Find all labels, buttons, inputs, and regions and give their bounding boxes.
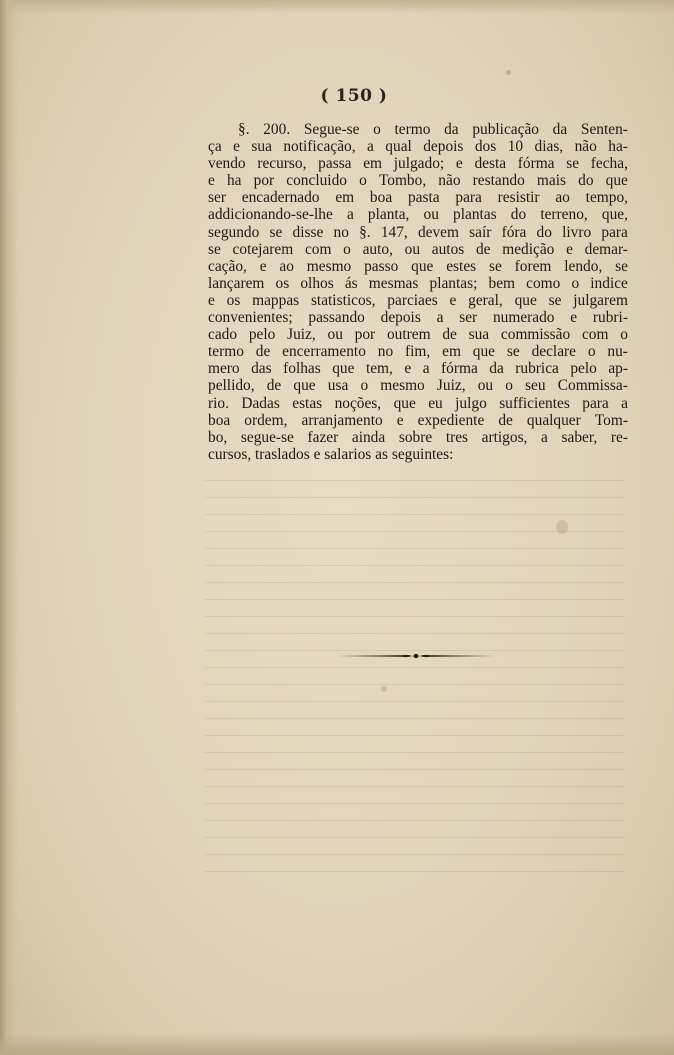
- word: que: [393, 394, 416, 412]
- word: se: [208, 240, 221, 258]
- word: §.: [359, 223, 371, 241]
- word: rio.: [208, 394, 229, 412]
- word: ou: [477, 377, 494, 395]
- word: cotejarem: [232, 240, 294, 258]
- word: 147,: [380, 223, 408, 241]
- word: e: [449, 291, 457, 309]
- word: segundo: [208, 223, 260, 241]
- word: commissão: [500, 326, 571, 344]
- text-line: [208, 206, 628, 223]
- word: convenientes;: [208, 309, 293, 327]
- word: pellido,: [208, 377, 255, 395]
- word: cação,: [208, 257, 247, 275]
- word: notificação,: [283, 138, 356, 156]
- word: qualquer: [526, 411, 581, 429]
- word: a: [422, 360, 430, 378]
- text-line: [208, 446, 628, 463]
- word: o: [359, 172, 367, 190]
- word: ainda: [351, 428, 386, 446]
- text-line: [208, 292, 628, 309]
- word: folhas: [283, 360, 321, 378]
- word: qual: [385, 138, 412, 156]
- word: Senten-: [580, 121, 628, 138]
- word: em: [335, 189, 355, 207]
- word: não: [574, 138, 597, 156]
- word: plantas;: [429, 274, 478, 292]
- word: fazer: [307, 428, 339, 446]
- word: disse: [292, 223, 324, 241]
- word: em: [442, 343, 461, 361]
- word: se: [548, 291, 562, 309]
- word: olhos: [300, 274, 334, 292]
- word: lançarem: [208, 274, 265, 292]
- word: o: [620, 326, 628, 344]
- word: de: [442, 326, 457, 344]
- word: desta: [474, 155, 507, 173]
- word: noções,: [334, 394, 382, 412]
- word: e: [208, 172, 215, 190]
- word: como: [526, 274, 561, 292]
- word: de: [475, 240, 491, 258]
- word: o: [587, 343, 596, 361]
- word: não: [438, 172, 461, 190]
- word: por: [253, 172, 275, 190]
- word: ao: [279, 257, 294, 275]
- word: planta,: [367, 206, 410, 224]
- foxing-spot: [506, 70, 511, 75]
- text-line: [208, 360, 628, 377]
- word: ordem,: [244, 411, 288, 429]
- word: dias,: [534, 138, 564, 156]
- word: a: [346, 206, 354, 224]
- word: livro: [562, 223, 592, 241]
- word: que,: [601, 206, 628, 224]
- word: a: [621, 394, 628, 412]
- page-gutter-shadow: [0, 0, 18, 1055]
- word: fórma: [441, 360, 478, 378]
- word: do: [578, 172, 594, 190]
- word: julgo: [455, 394, 487, 412]
- word: ap-: [608, 360, 628, 378]
- word: ser: [208, 189, 226, 207]
- word: passando: [308, 309, 365, 327]
- word: estas: [292, 394, 323, 412]
- word: ou: [404, 240, 421, 258]
- word: os: [275, 274, 290, 292]
- word: resistir: [497, 189, 540, 207]
- word: geral,: [468, 291, 503, 309]
- word: Tombo,: [378, 172, 427, 190]
- word: fim,: [405, 343, 431, 361]
- word: sobre: [398, 428, 433, 446]
- word: statisticos,: [310, 291, 376, 309]
- word: de: [266, 377, 282, 395]
- word: ha-: [608, 138, 628, 156]
- word: mais: [536, 172, 566, 190]
- word: pasta: [407, 189, 440, 207]
- word: devem: [417, 223, 459, 241]
- word: mesmas: [368, 274, 419, 292]
- word: e: [570, 309, 578, 327]
- word: fórma: [517, 155, 555, 173]
- word: da: [552, 121, 568, 138]
- word: cado: [208, 326, 238, 344]
- word: boa: [208, 411, 231, 429]
- word: parciaes: [387, 291, 438, 309]
- word: com: [304, 240, 332, 258]
- text-line: [208, 429, 628, 446]
- text-line: [208, 189, 628, 206]
- word: seu: [525, 377, 546, 395]
- word: saber,: [561, 428, 598, 446]
- word: lendo,: [564, 257, 603, 275]
- word: no: [333, 223, 349, 241]
- word: da: [444, 121, 459, 138]
- word: nu-: [607, 343, 628, 361]
- word: sua: [468, 326, 490, 344]
- word: outrem: [386, 326, 431, 344]
- word: eu: [428, 394, 443, 412]
- word: declare: [531, 343, 576, 361]
- text-line: [208, 395, 628, 412]
- word: o: [343, 240, 351, 258]
- word: sufficientes: [499, 394, 570, 412]
- word: o: [373, 121, 381, 138]
- word: do: [510, 206, 527, 224]
- word: mero: [208, 360, 240, 378]
- word: boa: [369, 189, 393, 207]
- word: recurso,: [257, 155, 307, 173]
- word: e: [259, 257, 267, 275]
- word: publicação: [472, 121, 539, 138]
- word: 10: [507, 138, 524, 156]
- word: forem: [514, 257, 552, 275]
- word: se: [269, 223, 283, 241]
- word: autos: [431, 240, 465, 258]
- word: no: [377, 343, 394, 361]
- word: e: [404, 360, 412, 378]
- word: em: [363, 155, 383, 173]
- word: mesmo: [306, 257, 352, 275]
- word: Juiz,: [287, 326, 316, 344]
- folio-text: ( 150 ): [320, 86, 388, 106]
- text-line: [208, 224, 628, 241]
- text-line: [208, 241, 628, 258]
- word: depois: [380, 309, 421, 327]
- word: artigos,: [481, 428, 528, 446]
- word: segue-se: [240, 428, 294, 446]
- word: e: [208, 291, 215, 309]
- word: numerado: [492, 309, 555, 327]
- word: cursos,: [208, 445, 256, 463]
- word: para: [582, 394, 609, 412]
- word: ao: [555, 189, 570, 207]
- word: saír: [469, 223, 492, 241]
- word: termo: [208, 343, 244, 361]
- word: ça: [208, 138, 222, 156]
- word: se: [488, 257, 502, 275]
- word: tres: [445, 428, 469, 446]
- word: os: [226, 291, 241, 309]
- word: se: [506, 343, 520, 361]
- word: restando: [472, 172, 525, 190]
- word: mesmo: [380, 377, 425, 395]
- word: Segue-se: [303, 121, 360, 138]
- word: e: [455, 155, 463, 173]
- page-number: [0, 86, 674, 106]
- word: que: [514, 291, 537, 309]
- word: para: [601, 223, 628, 241]
- word: mappas: [252, 291, 300, 309]
- word: das: [251, 360, 272, 378]
- word: re-: [610, 428, 628, 446]
- text-line: [208, 326, 628, 343]
- word: ás: [344, 274, 358, 292]
- word: Dadas: [241, 394, 280, 412]
- word: indice: [590, 274, 628, 292]
- word: plantas: [453, 206, 497, 224]
- word: e: [313, 445, 325, 463]
- word: bem: [488, 274, 515, 292]
- word: a: [541, 428, 548, 446]
- word: passa: [318, 155, 352, 173]
- word: rubrica: [515, 360, 559, 378]
- paragraph-200: [208, 121, 628, 463]
- text-line: [208, 412, 628, 429]
- word: traslados: [255, 445, 314, 463]
- word: fecha,: [590, 155, 628, 173]
- word: as: [375, 445, 392, 463]
- word: depois: [423, 138, 464, 156]
- text-line: [208, 121, 628, 138]
- word: pelo: [248, 326, 276, 344]
- word: e: [566, 240, 573, 258]
- word: encerramento: [282, 343, 366, 361]
- word: expediente: [417, 411, 485, 429]
- word: o: [360, 377, 369, 395]
- text-line: [208, 275, 628, 292]
- word: auto,: [362, 240, 393, 258]
- word: da: [489, 360, 504, 378]
- word: de: [498, 411, 513, 429]
- word: e: [233, 138, 240, 156]
- text-line: [208, 343, 628, 360]
- word: julgarem: [573, 291, 628, 309]
- word: ou: [327, 326, 343, 344]
- word: com: [581, 326, 609, 344]
- word: usa: [327, 377, 349, 395]
- word: de: [255, 343, 271, 361]
- text-line: [208, 377, 628, 394]
- text-line: [208, 172, 628, 189]
- word: pelo: [570, 360, 597, 378]
- word: Juiz,: [436, 377, 466, 395]
- word: encadernado: [241, 189, 320, 207]
- word: arranjamento: [301, 411, 383, 429]
- word: dos: [474, 138, 497, 156]
- word: passo: [364, 257, 399, 275]
- word: vendo: [208, 155, 246, 173]
- text-line: [208, 138, 628, 155]
- word: Tom-: [594, 411, 628, 429]
- word: que: [332, 360, 355, 378]
- word: termo: [394, 121, 431, 138]
- word: estes: [446, 257, 477, 275]
- word: salarios: [324, 445, 376, 463]
- text-line: [208, 309, 628, 326]
- word: que: [411, 257, 434, 275]
- word: terreno,: [540, 206, 588, 224]
- word: o: [505, 377, 513, 395]
- show-through-text: [205, 480, 625, 880]
- word: §.: [238, 121, 250, 138]
- word: o: [571, 274, 580, 292]
- word: tem,: [365, 360, 393, 378]
- word: julgado;: [393, 155, 445, 173]
- word: 200.: [263, 121, 291, 138]
- text-line: [208, 258, 628, 275]
- word: tempo,: [585, 189, 628, 207]
- word: demar-: [584, 240, 628, 258]
- word: a: [436, 309, 444, 327]
- word: fóra: [501, 223, 527, 241]
- word: a: [367, 138, 374, 156]
- word: rubri-: [592, 309, 628, 327]
- word: ser: [459, 309, 478, 327]
- word: concluido: [286, 172, 347, 190]
- word: e: [396, 411, 404, 429]
- word: que: [472, 343, 496, 361]
- text-line: [208, 155, 628, 172]
- word: ha: [226, 172, 242, 190]
- word: se: [566, 155, 580, 173]
- word: que: [605, 172, 628, 190]
- page-top-edge: [0, 0, 674, 14]
- page-bottom-edge: [0, 1033, 674, 1055]
- word: addicionando-se-lhe: [208, 206, 333, 224]
- word: Commissa-: [557, 377, 628, 395]
- word: seguintes:: [391, 445, 454, 463]
- ornamental-rule: [338, 652, 494, 660]
- word: ou: [423, 206, 439, 224]
- word: sua: [251, 138, 272, 156]
- word: por: [354, 326, 376, 344]
- word: que: [293, 377, 316, 395]
- word: do: [536, 223, 552, 241]
- word: para: [455, 189, 482, 207]
- word: bo,: [208, 428, 228, 446]
- word: se: [615, 257, 628, 275]
- word: medição: [502, 240, 555, 258]
